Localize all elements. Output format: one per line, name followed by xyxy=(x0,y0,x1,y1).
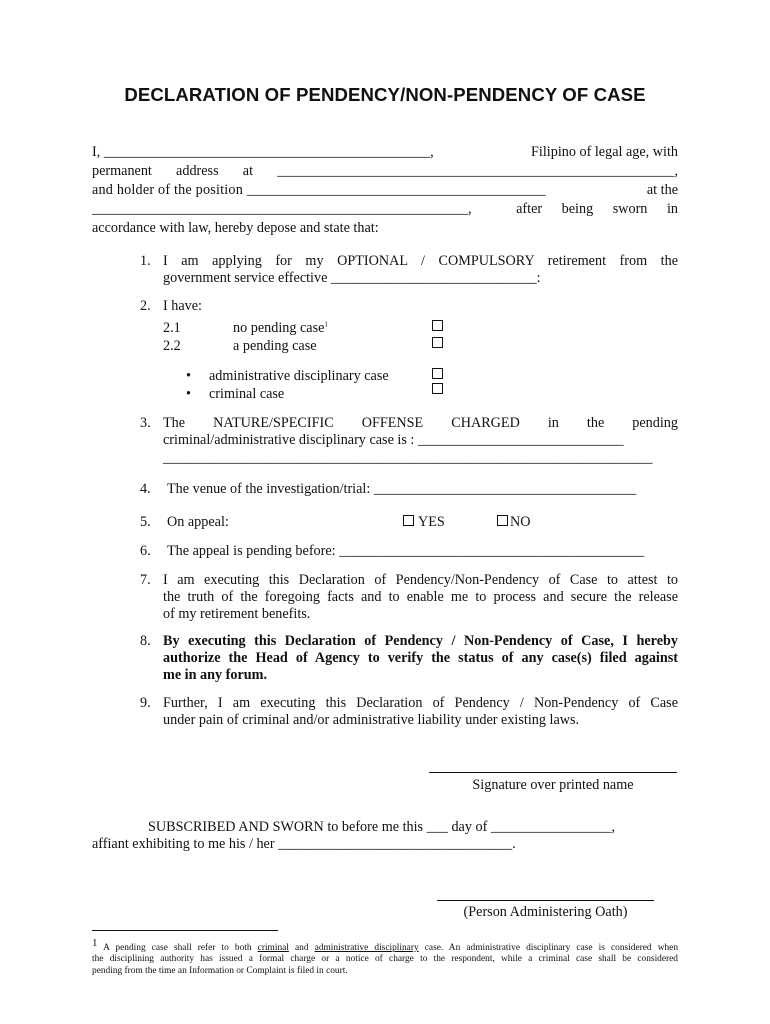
document-title: DECLARATION OF PENDENCY/NON-PENDENCY OF CASE xyxy=(124,84,646,105)
administrative-case-label: administrative disciplinary case xyxy=(209,368,389,384)
footnote-text-b: case. An administrative disciplinary case is considered when xyxy=(424,943,679,953)
footnote-text-a: A pending case shall refer to both xyxy=(103,943,252,953)
item-5-number: 5. xyxy=(140,514,151,530)
no-pending-case-checkbox[interactable] xyxy=(432,320,443,331)
footnote-line-3: pending from the time an Information or Complaint is filed in court. xyxy=(92,966,348,976)
item-2-1-label xyxy=(233,319,328,337)
item-2-text: I have: xyxy=(163,298,202,314)
item-9-line-2: under pain of criminal and/or administrative liability under existing laws. xyxy=(163,712,580,728)
item-2-2-number: 2.2 xyxy=(163,338,181,354)
footnote-line-2: the disciplining authority has issued a formal charge or a notice of charge to the respondent, while a criminal case shall be considered xyxy=(92,954,678,964)
item-3-number: 3. xyxy=(140,415,151,431)
item-6 xyxy=(140,542,678,562)
item-8-line-3: me in any forum. xyxy=(163,667,268,683)
item-2 xyxy=(140,297,678,317)
appeal-yes-checkbox[interactable] xyxy=(403,515,414,526)
intro-line-3-end: at the xyxy=(646,182,678,198)
item-4-text: The venue of the investigation/trial: _____________________________________ xyxy=(167,481,637,497)
appeal-no-checkbox[interactable] xyxy=(497,515,508,526)
item-1-number: 1. xyxy=(140,253,151,269)
jurat-line-2: affiant exhibiting to me his / her _________________________________. xyxy=(92,836,516,852)
item-8-line-2: authorize the Head of Agency to verify the status of any case(s) filed against xyxy=(163,650,678,666)
item-2-number: 2. xyxy=(140,298,151,314)
intro-line-1-start: I, ______________________________________________, xyxy=(92,144,434,160)
footnote-admin: administrative disciplinary xyxy=(314,943,419,953)
item-8-line-1: By executing this Declaration of Pendency / Non-Pendency of Case, I hereby xyxy=(163,633,678,649)
item-4-number: 4. xyxy=(140,481,151,497)
oath-label: (Person Administering Oath) xyxy=(463,904,628,920)
item-5-text: On appeal: xyxy=(167,514,229,530)
intro-line-4-end: after being sworn in xyxy=(516,201,678,217)
jurat-line-1: SUBSCRIBED AND SWORN to before me this ___ day of _________________, xyxy=(148,819,615,835)
item-2-1-text: no pending case xyxy=(233,320,325,336)
intro-line-4 xyxy=(92,200,678,218)
item-7-line-3: of my retirement benefits. xyxy=(163,606,311,622)
item-4 xyxy=(140,480,678,500)
item-1-line-1: I am applying for my OPTIONAL / COMPULSORY retirement from the xyxy=(163,253,678,269)
footnote-ref: 1 xyxy=(324,320,328,329)
item-8-number: 8. xyxy=(140,633,151,649)
criminal-case-label: criminal case xyxy=(209,386,285,402)
item-8 xyxy=(140,632,678,688)
item-2-2-text: a pending case xyxy=(233,338,317,354)
intro-line-4-start: _____________________________________________________, xyxy=(92,201,472,217)
pending-case-checkbox[interactable] xyxy=(432,337,443,348)
item-6-text: The appeal is pending before: ___________________________________________ xyxy=(167,543,645,559)
item-1-line-2: government service effective _____________________________: xyxy=(163,270,541,286)
signature-line[interactable] xyxy=(429,772,677,773)
administrative-case-checkbox[interactable] xyxy=(432,368,443,379)
intro-line-3 xyxy=(92,181,678,199)
signature-label: Signature over printed name xyxy=(472,777,634,793)
footnote-and: and xyxy=(295,943,309,953)
footnote-separator xyxy=(92,930,278,931)
intro-line-1 xyxy=(92,143,678,161)
item-3-line-2: criminal/administrative disciplinary case is : _____________________________ xyxy=(163,432,624,448)
bullet-icon: • xyxy=(186,368,191,384)
bullet-icon: • xyxy=(186,386,191,402)
item-3 xyxy=(140,414,678,468)
appeal-no-label: NO xyxy=(510,514,531,530)
oath-signature-line[interactable] xyxy=(437,900,654,901)
intro-line-3-start: and holder of the position _________________________________________ xyxy=(92,182,546,198)
footnote-line-1 xyxy=(92,937,678,954)
footnote-criminal: criminal xyxy=(257,943,289,953)
item-2-1-number: 2.1 xyxy=(163,320,181,336)
item-3-line-1: The NATURE/SPECIFIC OFFENSE CHARGED in the pending xyxy=(163,415,678,431)
footnote-marker: 1 xyxy=(92,937,98,949)
intro-line-1-end: Filipino of legal age, with xyxy=(531,144,678,160)
item-7-line-2: the truth of the foregoing facts and to enable me to process and secure the release xyxy=(163,589,678,605)
intro-line-2: permanent address at ________________________________________________________, xyxy=(92,163,678,179)
intro-line-5: accordance with law, hereby depose and state that: xyxy=(92,220,379,236)
item-1 xyxy=(140,252,678,292)
item-6-number: 6. xyxy=(140,543,151,559)
item-9 xyxy=(140,694,678,734)
item-3-line-3: _____________________________________________________________________ xyxy=(163,450,653,466)
appeal-yes-label: YES xyxy=(418,514,445,530)
item-7 xyxy=(140,571,678,627)
item-7-number: 7. xyxy=(140,572,151,588)
criminal-case-checkbox[interactable] xyxy=(432,383,443,394)
item-7-line-1: I am executing this Declaration of Pendency/Non-Pendency of Case to attest to xyxy=(163,572,678,588)
item-9-number: 9. xyxy=(140,695,151,711)
item-9-line-1: Further, I am executing this Declaration of Pendency / Non-Pendency of Case xyxy=(163,695,678,711)
